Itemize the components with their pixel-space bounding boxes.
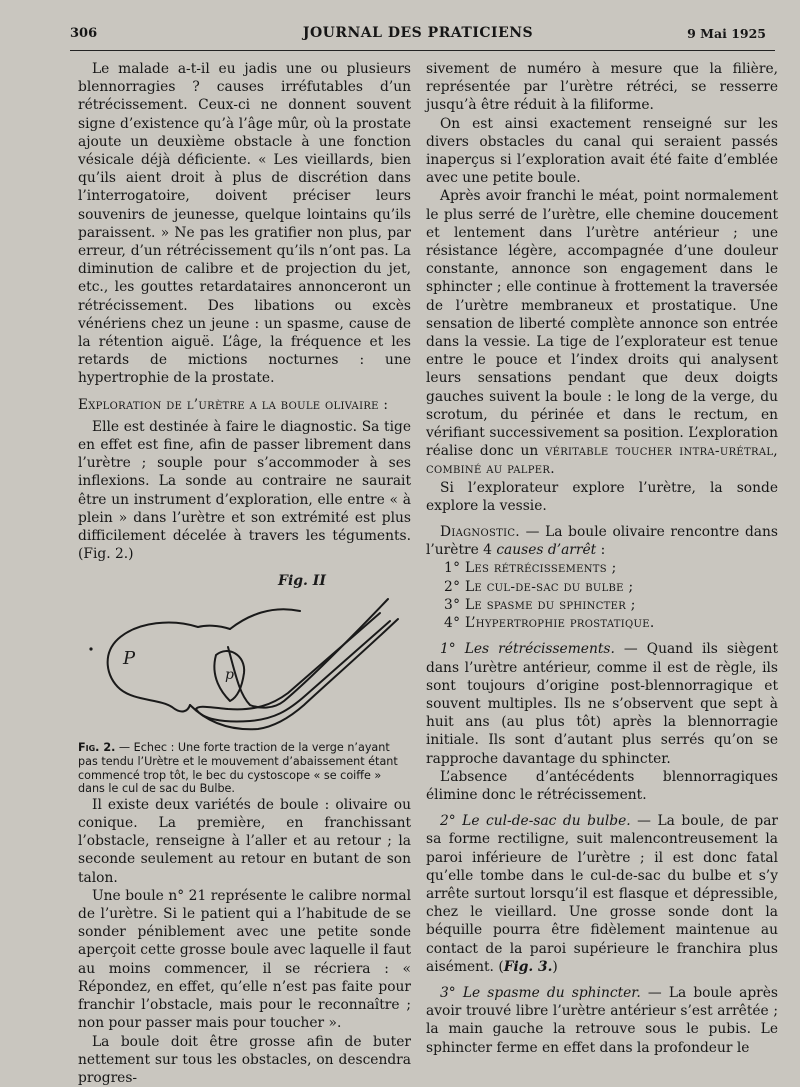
paragraph-filiere: sivement de numéro à mesure que la filière, représentée par l’urètre rétréci, se resserre jusqu’à être réduit à la filiforme. [426, 60, 778, 115]
paragraph-boule-varieties: Il existe deux variétés de boule : olivaire ou conique. La première, en franchissant l’obstacle, renseigne à l’aller et au retour ; la seconde seulement au retour en butant de son talon. [78, 796, 411, 887]
caption-text: — Echec : Une forte traction de la verge n’ayant pas tendu l’Urètre et le mouvement d’abaissement étant commencé trop tôt, le bec du cystoscope « se coiffe » dans le cul de sac du Bulbe. [78, 741, 398, 795]
retrecissements-text: — Quand ils siègent dans l’urètre antérieur, comme il est de règle, ils sont toujours d’origine post-blennorragique et souvent multiples. Ils ne s’observent que sept à huit ans (au plus tôt) après la blennorragie initiale. Ils sont d’autant plus serrés qu’on se rapproche davantage du sphincter. [426, 641, 778, 766]
header-rule [70, 50, 775, 51]
paragraph-retrecissements [426, 640, 778, 767]
figure-2-drawing [78, 569, 411, 741]
paragraph-absence: L’absence d’antécédents blennorragiques élimine donc le rétrécissement. [426, 768, 778, 804]
right-column [426, 60, 778, 1057]
cul-de-sac-title: 2° Le cul-de-sac du bulbe. [440, 813, 631, 829]
meat-smallcaps: véritable toucher intra-urétral, combiné au palper. [426, 443, 778, 477]
spasme-title: 3° Le spasme du sphincter. [440, 985, 641, 1001]
cul-de-sac-text: — La boule, de par sa forme rectiligne, suit malencontreusement la paroi inférieure de l’urètre ; il est donc fatal qu’elle tombe dans le cul-de-sac du bulbe et s’y arrête surtout lorsqu’il est flasque et dépressible, chez le vieillard. Une grosse sonde dont la béquille pourra être fidèlement maintenue au contact de la paroi supérieure le franchira plus aisément. ( [426, 813, 778, 975]
caption-label: Fig. 2. [78, 741, 115, 754]
paragraph-boule-21: Une boule n° 21 représente le calibre normal de l’urètre. Si le patient qui a l’habitude de se sonder péniblement avec une petite sonde aperçoit cette grosse boule avec laquelle il faut au moins commencer, il se récriera : « Répondez, en effet, qu’elle n’est pas faite pour franchir l’obstacle, mais pour le reconnaître ; non pour passer mais pour toucher ». [78, 887, 411, 1033]
paragraph-meat [426, 187, 778, 478]
issue-date: 9 Mai 1925 [687, 26, 766, 41]
cause-item: 2° Le cul-de-sac du bulbe ; [444, 578, 778, 596]
diagnostic-text: — La boule olivaire rencontre dans l’urètre 4 [426, 524, 778, 558]
page-number: 306 [70, 26, 97, 41]
label-large-p: P [122, 648, 136, 669]
paragraph-diagnostic [426, 523, 778, 559]
figure-2-caption [78, 741, 411, 795]
journal-title: JOURNAL DES PRATICIENS [70, 25, 766, 41]
cause-item: 1° Les rétrécissements ; [444, 559, 778, 577]
cause-item: 4° L’hypertrophie prostatique. [444, 614, 778, 632]
causes-list [426, 559, 778, 632]
meat-text: Après avoir franchi le méat, point normalement le plus serré de l’urètre, elle chemine doucement et lentement dans l’urètre antérieur ; une résistance légère, accompagnée d’une douleur constante, annonce son engagement dans le sphincter ; elle continue à frottement la traversée de l’urètre membraneux et prostatique. Une sensation de liberté complète annonce son entrée dans la vessie. La tige de l’explorateur est tenue entre le pouce et l’index droits qui analysent leurs sensations pendant que deux doigts gauches suivent la boule : le long de la verge, du scrotum, du périnée et dans le rectum, en vérifiant successivement sa position. L’exploration réalise donc un [426, 188, 778, 459]
section-heading-exploration: Exploration de l’urètre a la boule olivaire : [78, 396, 411, 414]
paragraph-boule-grosse: La boule doit être grosse afin de buter nettement sur tous les obstacles, on descendra progres- [78, 1033, 411, 1087]
diagnostic-italic: causes d’arrêt [496, 542, 596, 558]
diagnostic-label: Diagnostic. [440, 524, 520, 540]
label-small-p: p [225, 667, 234, 683]
paragraph-renseigne: On est ainsi exactement renseigné sur les divers obstacles du canal qui seraient passés inaperçus si l’exploration avait été faite d’emblée avec une petite boule. [426, 115, 778, 188]
left-column [78, 60, 411, 1087]
paragraph-spasme [426, 984, 778, 1057]
paragraph-explore-vessie: Si l’explorateur explore l’urètre, la sonde explore la vessie. [426, 479, 778, 515]
cul-de-sac-fig-ref: Fig. 3. [504, 959, 553, 975]
diagnostic-end: : [596, 542, 605, 558]
retrecissements-title: 1° Les rétrécissements. [440, 641, 615, 657]
spasme-text: — La boule après avoir trouvé libre l’urètre antérieur s’est arrêtée ; la main gauche la retrouve sous le pubis. Le sphincter ferme en effet dans la profondeur le [426, 985, 778, 1056]
paragraph-exploration: Elle est destinée à faire le diagnostic. Sa tige en effet est fine, afin de passer librement dans l’urètre ; souple pour s’accommoder à ses inflexions. La sonde au contraire ne saurait être un instrument d’exploration, elle entre « à plein » dans l’urètre et son extrémité est plus difficilement décelée à travers les téguments. (Fig. 2.) [78, 418, 411, 564]
cause-item: 3° Le spasme du sphincter ; [444, 596, 778, 614]
cul-de-sac-close: ) [552, 959, 557, 975]
page-header [70, 22, 766, 44]
paragraph-cul-de-sac [426, 812, 778, 976]
handwritten-fig-label: Fig. II [277, 573, 326, 589]
paragraph-history: Le malade a-t-il eu jadis une ou plusieurs blennorragies ? causes irréfutables d’un rétrécissement. Ceux-ci ne donnent souvent signe d’existence qu’à l’âge mûr, où la prostate ajoute un deuxième obstacle à une fonction vésicale déjà déficiente. « Les vieillards, bien qu’ils aient droit à plus de discrétion dans l’interrogatoire, doivent préciser leurs souvenirs de jeunesse, quelque lointains qu’ils paraissent. » Ne pas les gratifier non plus, par erreur, d’un rétrécissement qu’ils n’ont pas. La diminution de calibre et de projection du jet, etc., les gouttes retardataires annonceront un rétrécissement. Des libations ou excès vénériens chez un jeune : un spasme, cause de la rétention aiguë. L’âge, la fréquence et les retards de mictions nocturnes : une hypertrophie de la prostate. [78, 60, 411, 388]
